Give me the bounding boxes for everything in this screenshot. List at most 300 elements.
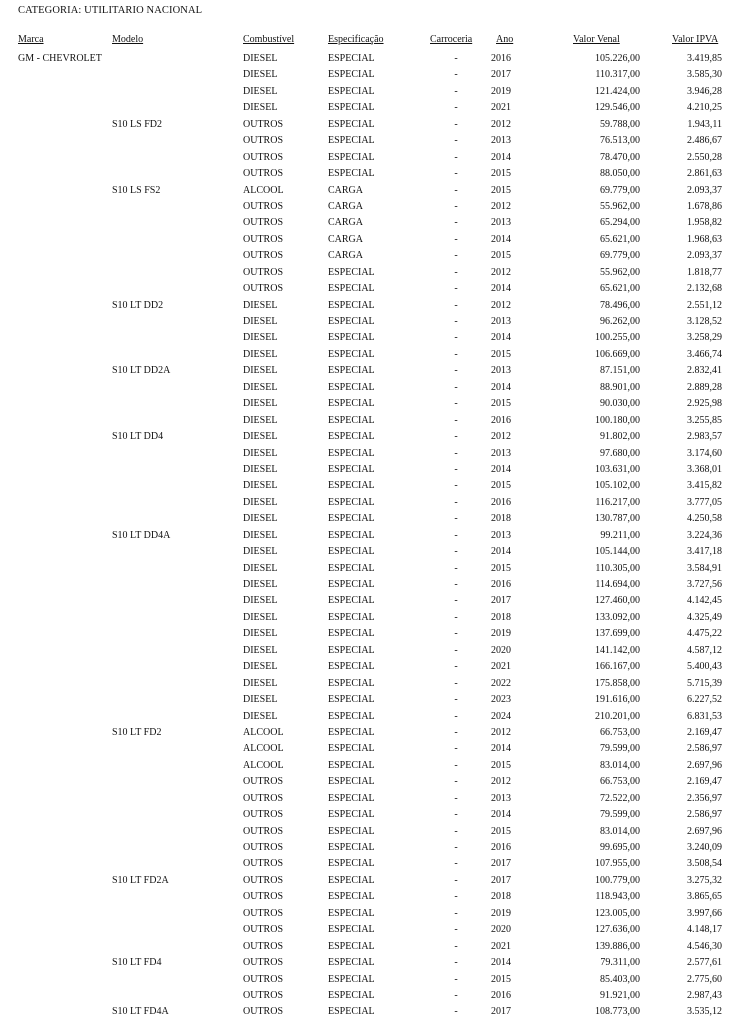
- cell-valor-venal: 90.030,00: [600, 398, 640, 410]
- cell-especificacao: ESPECIAL: [328, 546, 375, 558]
- cell-valor-ipva: 3.128,52: [687, 316, 722, 327]
- cell-ano: 2016: [491, 842, 511, 853]
- cell-valor-ipva: 2.586,97: [687, 809, 722, 821]
- cell-ano: 2015: [491, 480, 511, 492]
- cell-combustivel: OUTROS: [243, 989, 284, 1001]
- cell-ano: 2014: [491, 546, 511, 558]
- cell-especificacao: ESPECIAL: [328, 496, 375, 508]
- header-valor-venal: Valor Venal: [573, 34, 620, 45]
- cell-valor-ipva: 3.508,54: [687, 858, 722, 870]
- cell-carroceria: -: [454, 825, 458, 837]
- cell-modelo: S10 LT DD4: [112, 431, 164, 443]
- cell-modelo: S10 LT DD2: [112, 299, 164, 311]
- cell-combustivel: OUTROS: [243, 825, 284, 837]
- header-marca: Marca: [18, 34, 44, 45]
- cell-valor-venal: 91.921,00: [600, 989, 640, 1001]
- cell-combustivel: DIESEL: [243, 348, 278, 360]
- cell-carroceria: -: [454, 874, 458, 886]
- cell-carroceria: -: [454, 546, 458, 558]
- table-row: [0, 363, 739, 379]
- cell-combustivel: OUTROS: [243, 957, 284, 969]
- cell-combustivel: OUTROS: [243, 776, 284, 788]
- cell-ano: 2018: [491, 891, 511, 903]
- cell-valor-venal: 118.943,00: [595, 891, 640, 903]
- cell-valor-ipva: 5.400,43: [687, 661, 722, 673]
- cell-especificacao: CARGA: [328, 250, 364, 262]
- cell-valor-ipva: 1.943,11: [687, 118, 722, 130]
- cell-combustivel: OUTROS: [243, 973, 284, 985]
- cell-carroceria: -: [454, 694, 458, 706]
- table-row: [0, 741, 739, 757]
- cell-carroceria: -: [454, 907, 458, 919]
- cell-combustivel: DIESEL: [243, 398, 278, 410]
- cell-especificacao: CARGA: [328, 233, 364, 245]
- cell-ano: 2015: [491, 562, 511, 574]
- cell-carroceria: -: [454, 562, 458, 574]
- cell-especificacao: ESPECIAL: [328, 907, 375, 919]
- table-row: [0, 758, 739, 774]
- cell-combustivel: DIESEL: [243, 431, 278, 443]
- cell-valor-ipva: 2.983,57: [687, 431, 722, 443]
- cell-especificacao: ESPECIAL: [328, 480, 375, 492]
- cell-valor-ipva: 1.968,63: [687, 233, 722, 245]
- cell-valor-venal: 87.151,00: [600, 365, 640, 377]
- table-row: [0, 281, 739, 297]
- cell-carroceria: -: [454, 431, 458, 443]
- cell-especificacao: ESPECIAL: [328, 365, 375, 377]
- cell-ano: 2014: [491, 743, 511, 755]
- table-row: [0, 166, 739, 182]
- cell-valor-venal: 110.317,00: [595, 69, 640, 81]
- cell-carroceria: -: [454, 759, 458, 771]
- cell-ano: 2013: [491, 135, 511, 147]
- cell-valor-ipva: 2.889,28: [687, 381, 722, 393]
- cell-valor-venal: 166.167,00: [595, 661, 640, 673]
- cell-especificacao: ESPECIAL: [328, 776, 375, 788]
- cell-combustivel: ALCOOL: [243, 726, 284, 738]
- cell-carroceria: -: [454, 726, 458, 738]
- cell-valor-ipva: 3.584,91: [687, 562, 722, 574]
- header-modelo: Modelo: [112, 34, 144, 45]
- table-row: [0, 248, 739, 264]
- cell-carroceria: -: [454, 381, 458, 393]
- cell-ano: 2014: [491, 332, 511, 344]
- table-row: [0, 692, 739, 708]
- table-row: [0, 265, 739, 281]
- cell-carroceria: -: [454, 53, 458, 64]
- cell-carroceria: -: [454, 250, 458, 262]
- cell-valor-ipva: 3.727,56: [687, 579, 722, 590]
- cell-valor-venal: 79.311,00: [600, 957, 640, 969]
- cell-ano: 2013: [491, 365, 511, 377]
- cell-valor-venal: 133.092,00: [595, 611, 640, 623]
- table-row: [0, 413, 739, 429]
- cell-ano: 2016: [491, 414, 511, 426]
- cell-valor-ipva: 3.224,36: [687, 529, 722, 541]
- cell-valor-ipva: 4.587,12: [687, 644, 722, 656]
- cell-carroceria: -: [454, 957, 458, 969]
- cell-ano: 2014: [491, 151, 511, 163]
- cell-especificacao: ESPECIAL: [328, 924, 375, 936]
- cell-valor-venal: 99.695,00: [600, 842, 640, 853]
- cell-especificacao: ESPECIAL: [328, 579, 375, 590]
- cell-especificacao: ESPECIAL: [328, 431, 375, 443]
- header-carroceria: Carroceria: [430, 34, 473, 45]
- cell-valor-venal: 121.424,00: [595, 85, 640, 97]
- cell-carroceria: -: [454, 677, 458, 689]
- cell-valor-venal: 76.513,00: [600, 135, 640, 147]
- cell-combustivel: DIESEL: [243, 546, 278, 558]
- cell-especificacao: ESPECIAL: [328, 332, 375, 344]
- cell-combustivel: DIESEL: [243, 579, 278, 590]
- table-row: [0, 511, 739, 527]
- cell-valor-venal: 65.621,00: [600, 283, 640, 295]
- cell-valor-ipva: 3.466,74: [687, 348, 722, 360]
- cell-ano: 2012: [491, 266, 511, 278]
- cell-valor-venal: 66.753,00: [600, 776, 640, 788]
- cell-especificacao: ESPECIAL: [328, 135, 375, 147]
- cell-valor-ipva: 3.255,85: [687, 414, 722, 426]
- cell-carroceria: -: [454, 891, 458, 903]
- cell-combustivel: DIESEL: [243, 69, 278, 81]
- table-row: [0, 840, 739, 856]
- cell-especificacao: ESPECIAL: [328, 644, 375, 656]
- cell-carroceria: -: [454, 200, 458, 212]
- cell-valor-ipva: 3.415,82: [687, 480, 722, 492]
- table-row: [0, 429, 739, 445]
- cell-valor-ipva: 2.093,37: [687, 250, 722, 262]
- cell-combustivel: OUTROS: [243, 809, 284, 821]
- cell-especificacao: ESPECIAL: [328, 299, 375, 311]
- cell-combustivel: OUTROS: [243, 924, 284, 936]
- cell-combustivel: ALCOOL: [243, 743, 284, 755]
- cell-valor-venal: 210.201,00: [595, 710, 640, 722]
- cell-carroceria: -: [454, 480, 458, 492]
- cell-combustivel: OUTROS: [243, 907, 284, 919]
- cell-valor-ipva: 3.174,60: [687, 447, 722, 459]
- cell-carroceria: -: [454, 743, 458, 755]
- cell-ano: 2015: [491, 973, 511, 985]
- cell-modelo: S10 LT FD2A: [112, 874, 169, 886]
- cell-carroceria: -: [454, 316, 458, 327]
- cell-valor-venal: 127.636,00: [595, 924, 640, 936]
- cell-valor-venal: 69.779,00: [600, 250, 640, 262]
- cell-carroceria: -: [454, 776, 458, 788]
- cell-especificacao: ESPECIAL: [328, 118, 375, 130]
- cell-modelo: S10 LT FD4A: [112, 1006, 169, 1018]
- cell-ano: 2015: [491, 184, 511, 196]
- cell-valor-ipva: 2.925,98: [687, 398, 722, 410]
- cell-especificacao: ESPECIAL: [328, 825, 375, 837]
- cell-valor-venal: 105.144,00: [595, 546, 640, 558]
- cell-valor-venal: 99.211,00: [600, 529, 640, 541]
- cell-especificacao: ESPECIAL: [328, 316, 375, 327]
- cell-combustivel: DIESEL: [243, 628, 278, 640]
- cell-ano: 2019: [491, 85, 511, 97]
- table-row: [0, 1004, 739, 1020]
- table-row: [0, 330, 739, 346]
- table-row: [0, 446, 739, 462]
- cell-especificacao: CARGA: [328, 184, 364, 196]
- cell-especificacao: ESPECIAL: [328, 283, 375, 295]
- cell-especificacao: ESPECIAL: [328, 989, 375, 1001]
- cell-combustivel: OUTROS: [243, 1006, 284, 1018]
- cell-ano: 2014: [491, 809, 511, 821]
- cell-valor-venal: 137.699,00: [595, 628, 640, 640]
- cell-ano: 2021: [491, 102, 511, 114]
- cell-valor-ipva: 2.093,37: [687, 184, 722, 196]
- cell-ano: 2014: [491, 463, 511, 475]
- cell-especificacao: ESPECIAL: [328, 266, 375, 278]
- cell-combustivel: DIESEL: [243, 710, 278, 722]
- cell-ano: 2015: [491, 759, 511, 771]
- cell-valor-venal: 65.621,00: [600, 233, 640, 245]
- cell-valor-venal: 175.858,00: [595, 677, 640, 689]
- cell-ano: 2017: [491, 595, 511, 607]
- cell-combustivel: DIESEL: [243, 299, 278, 311]
- cell-combustivel: OUTROS: [243, 266, 284, 278]
- cell-carroceria: -: [454, 398, 458, 410]
- cell-especificacao: ESPECIAL: [328, 53, 375, 64]
- cell-combustivel: OUTROS: [243, 940, 284, 952]
- cell-especificacao: ESPECIAL: [328, 973, 375, 985]
- cell-combustivel: OUTROS: [243, 842, 284, 853]
- cell-valor-venal: 78.496,00: [600, 299, 640, 311]
- table-row: [0, 462, 739, 478]
- cell-combustivel: OUTROS: [243, 151, 284, 163]
- cell-valor-venal: 91.802,00: [600, 431, 640, 443]
- cell-combustivel: ALCOOL: [243, 184, 284, 196]
- cell-valor-venal: 66.753,00: [600, 726, 640, 738]
- cell-carroceria: -: [454, 184, 458, 196]
- cell-ano: 2012: [491, 200, 511, 212]
- cell-valor-venal: 78.470,00: [600, 151, 640, 163]
- cell-valor-ipva: 3.275,32: [687, 874, 722, 886]
- cell-especificacao: ESPECIAL: [328, 891, 375, 903]
- cell-valor-ipva: 3.865,65: [687, 891, 722, 903]
- table-row: [0, 67, 739, 83]
- table-row: [0, 906, 739, 922]
- cell-carroceria: -: [454, 858, 458, 870]
- cell-ano: 2017: [491, 1006, 511, 1018]
- cell-valor-ipva: 4.148,17: [687, 924, 722, 936]
- cell-combustivel: OUTROS: [243, 874, 284, 886]
- cell-combustivel: DIESEL: [243, 381, 278, 393]
- cell-ano: 2017: [491, 69, 511, 81]
- cell-ano: 2018: [491, 513, 511, 525]
- cell-combustivel: OUTROS: [243, 233, 284, 245]
- cell-valor-venal: 191.616,00: [595, 694, 640, 706]
- cell-valor-ipva: 3.368,01: [687, 463, 722, 475]
- table-row: [0, 955, 739, 971]
- header-valor-ipva: Valor IPVA: [672, 34, 719, 45]
- cell-ano: 2013: [491, 529, 511, 541]
- cell-combustivel: DIESEL: [243, 102, 278, 114]
- cell-carroceria: -: [454, 135, 458, 147]
- cell-combustivel: DIESEL: [243, 316, 278, 327]
- cell-especificacao: ESPECIAL: [328, 381, 375, 393]
- cell-carroceria: -: [454, 595, 458, 607]
- cell-valor-ipva: 3.777,05: [687, 496, 722, 508]
- cell-valor-ipva: 2.775,60: [687, 973, 722, 985]
- cell-especificacao: ESPECIAL: [328, 628, 375, 640]
- cell-valor-venal: 141.142,00: [595, 644, 640, 656]
- cell-carroceria: -: [454, 973, 458, 985]
- cell-valor-venal: 100.180,00: [595, 414, 640, 426]
- cell-valor-venal: 108.773,00: [595, 1006, 640, 1018]
- cell-valor-venal: 100.779,00: [595, 874, 640, 886]
- cell-valor-venal: 116.217,00: [595, 496, 640, 508]
- table-row: [0, 824, 739, 840]
- cell-valor-venal: 129.546,00: [595, 102, 640, 114]
- cell-valor-venal: 55.962,00: [600, 266, 640, 278]
- cell-combustivel: DIESEL: [243, 332, 278, 344]
- cell-especificacao: ESPECIAL: [328, 611, 375, 623]
- cell-combustivel: DIESEL: [243, 694, 278, 706]
- cell-ano: 2019: [491, 907, 511, 919]
- cell-carroceria: -: [454, 102, 458, 114]
- cell-combustivel: DIESEL: [243, 677, 278, 689]
- cell-ano: 2014: [491, 233, 511, 245]
- cell-combustivel: DIESEL: [243, 414, 278, 426]
- cell-especificacao: ESPECIAL: [328, 1006, 375, 1018]
- cell-valor-ipva: 2.832,41: [687, 365, 722, 377]
- cell-valor-ipva: 4.325,49: [687, 611, 722, 623]
- cell-carroceria: -: [454, 628, 458, 640]
- cell-valor-venal: 72.522,00: [600, 792, 640, 804]
- table-row: [0, 659, 739, 675]
- cell-valor-ipva: 2.586,97: [687, 743, 722, 755]
- cell-ano: 2015: [491, 348, 511, 360]
- table-row: [0, 593, 739, 609]
- table-header: [0, 34, 739, 48]
- cell-valor-ipva: 4.210,25: [687, 102, 722, 114]
- cell-ano: 2017: [491, 874, 511, 886]
- cell-especificacao: ESPECIAL: [328, 710, 375, 722]
- cell-combustivel: DIESEL: [243, 562, 278, 574]
- cell-combustivel: DIESEL: [243, 595, 278, 607]
- cell-valor-ipva: 2.132,68: [687, 283, 722, 295]
- cell-valor-ipva: 2.169,47: [687, 726, 722, 738]
- cell-valor-ipva: 1.818,77: [687, 266, 722, 278]
- cell-especificacao: ESPECIAL: [328, 151, 375, 163]
- cell-ano: 2012: [491, 431, 511, 443]
- cell-carroceria: -: [454, 579, 458, 590]
- table-row: [0, 577, 739, 593]
- cell-especificacao: ESPECIAL: [328, 743, 375, 755]
- cell-modelo: S10 LT DD4A: [112, 529, 171, 541]
- cell-ano: 2015: [491, 398, 511, 410]
- cell-ano: 2022: [491, 677, 511, 689]
- cell-combustivel: DIESEL: [243, 513, 278, 525]
- cell-carroceria: -: [454, 792, 458, 804]
- table-row: [0, 232, 739, 248]
- table-row: [0, 709, 739, 725]
- header-especificacao: Especificação: [328, 34, 384, 45]
- cell-valor-ipva: 2.697,96: [687, 825, 722, 837]
- cell-carroceria: -: [454, 940, 458, 952]
- cell-valor-venal: 83.014,00: [600, 759, 640, 771]
- cell-especificacao: CARGA: [328, 217, 364, 229]
- cell-carroceria: -: [454, 168, 458, 180]
- cell-valor-venal: 105.102,00: [595, 480, 640, 492]
- cell-valor-ipva: 2.486,67: [687, 135, 722, 147]
- cell-ano: 2015: [491, 250, 511, 262]
- cell-valor-venal: 114.694,00: [595, 579, 640, 590]
- table-row: [0, 528, 739, 544]
- cell-especificacao: CARGA: [328, 200, 364, 212]
- table-row: [0, 84, 739, 100]
- cell-valor-ipva: 4.142,45: [687, 595, 722, 607]
- cell-carroceria: -: [454, 85, 458, 97]
- cell-valor-venal: 106.669,00: [595, 348, 640, 360]
- cell-ano: 2016: [491, 53, 511, 64]
- cell-valor-venal: 79.599,00: [600, 809, 640, 821]
- cell-ano: 2012: [491, 299, 511, 311]
- cell-valor-ipva: 6.227,52: [687, 694, 722, 706]
- cell-carroceria: -: [454, 447, 458, 459]
- cell-ano: 2013: [491, 792, 511, 804]
- cell-valor-venal: 105.226,00: [595, 53, 640, 64]
- cell-ano: 2014: [491, 283, 511, 295]
- cell-combustivel: OUTROS: [243, 858, 284, 870]
- cell-especificacao: ESPECIAL: [328, 694, 375, 706]
- cell-valor-ipva: 2.577,61: [687, 957, 722, 969]
- cell-modelo: S10 LT FD4: [112, 957, 162, 969]
- cell-especificacao: ESPECIAL: [328, 809, 375, 821]
- cell-carroceria: -: [454, 118, 458, 130]
- table-row: [0, 988, 739, 1004]
- table-body: [0, 51, 739, 1021]
- cell-carroceria: -: [454, 348, 458, 360]
- cell-especificacao: ESPECIAL: [328, 414, 375, 426]
- cell-valor-ipva: 4.546,30: [687, 940, 722, 952]
- cell-carroceria: -: [454, 529, 458, 541]
- cell-especificacao: ESPECIAL: [328, 957, 375, 969]
- cell-especificacao: ESPECIAL: [328, 529, 375, 541]
- cell-valor-ipva: 2.697,96: [687, 759, 722, 771]
- cell-combustivel: DIESEL: [243, 661, 278, 673]
- cell-combustivel: OUTROS: [243, 250, 284, 262]
- cell-valor-ipva: 3.946,28: [687, 85, 722, 97]
- table-row: [0, 791, 739, 807]
- table-row: [0, 939, 739, 955]
- cell-modelo: S10 LS FD2: [112, 118, 163, 130]
- table-row: [0, 150, 739, 166]
- cell-combustivel: OUTROS: [243, 792, 284, 804]
- cell-ano: 2017: [491, 858, 511, 870]
- cell-combustivel: DIESEL: [243, 85, 278, 97]
- cell-valor-ipva: 3.258,29: [687, 332, 722, 344]
- cell-carroceria: -: [454, 151, 458, 163]
- table-row: [0, 889, 739, 905]
- cell-ano: 2014: [491, 957, 511, 969]
- cell-marca: GM - CHEVROLET: [18, 53, 102, 64]
- cell-valor-venal: 88.901,00: [600, 381, 640, 393]
- cell-valor-venal: 107.955,00: [595, 858, 640, 870]
- cell-ano: 2012: [491, 726, 511, 738]
- cell-combustivel: OUTROS: [243, 283, 284, 295]
- cell-combustivel: OUTROS: [243, 118, 284, 130]
- cell-valor-venal: 123.005,00: [595, 907, 640, 919]
- table-row: [0, 117, 739, 133]
- cell-combustivel: DIESEL: [243, 447, 278, 459]
- cell-carroceria: -: [454, 463, 458, 475]
- cell-carroceria: -: [454, 217, 458, 229]
- cell-especificacao: ESPECIAL: [328, 842, 375, 853]
- cell-carroceria: -: [454, 710, 458, 722]
- cell-ano: 2012: [491, 776, 511, 788]
